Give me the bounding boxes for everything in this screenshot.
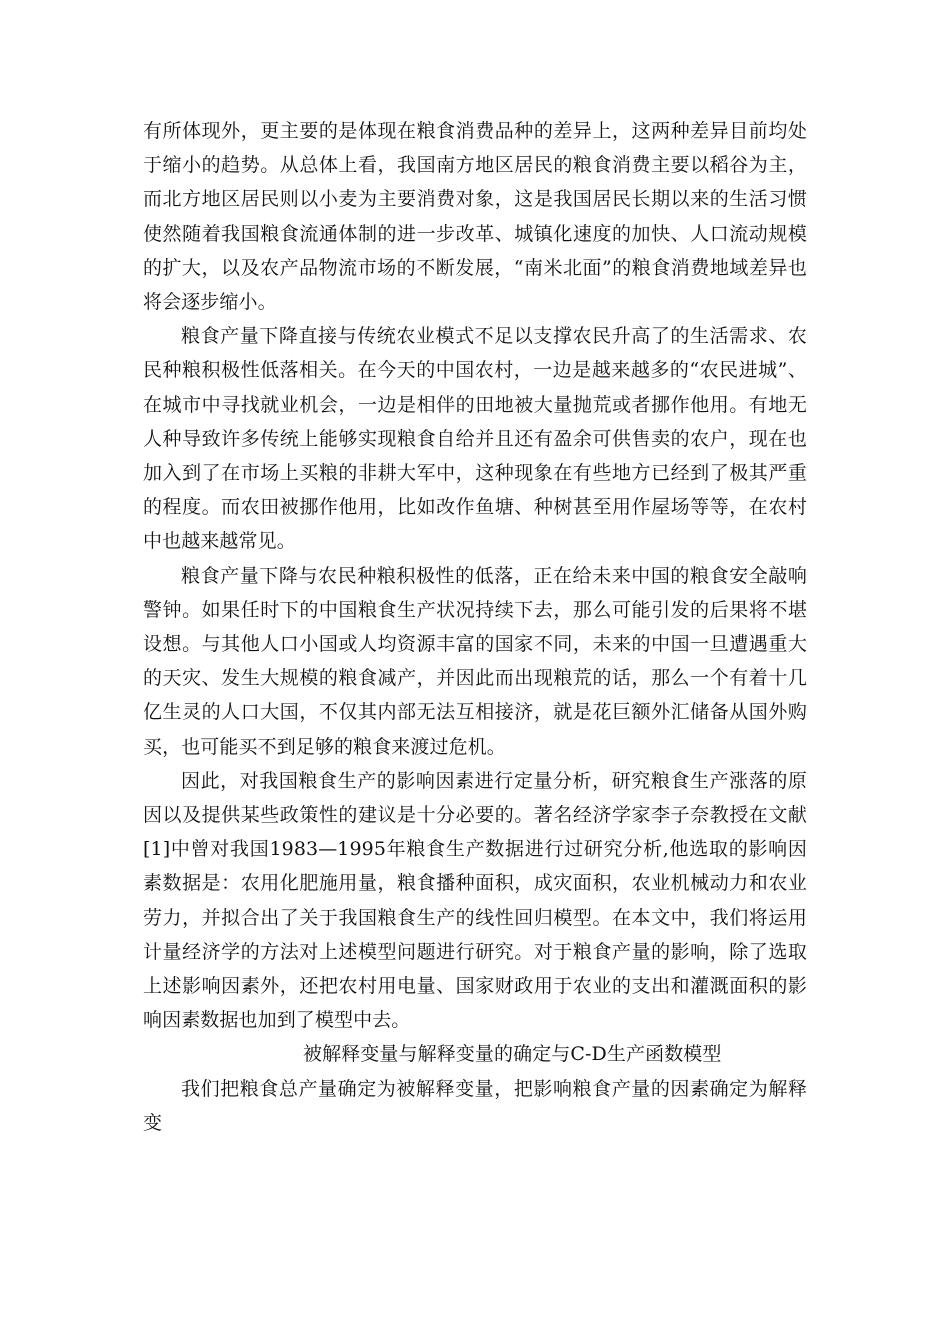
- paragraph-grain-security-warning: 粮食产量下降与农民种粮积极性的低落，正在给未来中国的粮食安全敲响警钟。如果任时下的中国粮食生产状况持续下去，那么可能引发的后果将不堪设想。与其他人口小国或人均资源丰富的国家不同，未来的中国一旦遭遇重大的天灾、发生大规模的粮食减产，并因此而出现粮荒的话，那么一个有着十几亿生灵的人口大国，不仅其内部无法互相接济，就是花巨额外汇储备从国外购买，也可能买不到足够的粮食来渡过危机。: [143, 564, 807, 758]
- paragraph-continued: 有所体现外，更主要的是体现在粮食消费品种的差异上，这两种差异目前均处于缩小的趋势。从总体上看，我国南方地区居民的粮食消费主要以稻谷为主，而北方地区居民则以小麦为主要消费对象，这是我国居民长期以来的生活习惯使然随着我国粮食流通体制的进一步改革、城镇化速度的加快、人口流动规模的扩大，以及农产品物流市场的不断发展，“南米北面”的粮食消费地域差异也将会逐步缩小。: [143, 120, 807, 314]
- document-body: [143, 114, 807, 1140]
- section-heading: 被解释变量与解释变量的确定与C-D生产函数模型: [303, 1043, 722, 1066]
- paragraph-grain-decline-causes: 粮食产量下降直接与传统农业模式不足以支撑农民升高了的生活需求、农民种粮积极性低落相关。在今天的中国农村，一边是越来越多的“农民进城”、在城市中寻找就业机会，一边是相伴的田地被大量抛荒或者挪作他用。有地无人种导致许多传统上能够实现粮食自给并且还有盈余可供售卖的农户，现在也加入到了在市场上买粮的非耕大军中，这种现象在有些地方已经到了极其严重的程度。而农田被挪作他用，比如改作鱼塘、种树甚至用作屋场等等，在农村中也越来越常见。: [143, 325, 807, 553]
- paragraph-research-motivation: 因此，对我国粮食生产的影响因素进行定量分析，研究粮食生产涨落的原因以及提供某些政策性的建议是十分必要的。著名经济学家李子奈教授在文献[1]中曾对我国1983—1995年粮食生产数据进行过研究分析,他选取的影响因素数据是：农用化肥施用量，粮食播种面积，成灾面积，农业机械动力和农业劳力，并拟合出了关于我国粮食生产的线性回归模型。在本文中，我们将运用计量经济学的方法对上述模型问题进行研究。对于粮食产量的影响，除了选取上述影响因素外，还把农村用电量、国家财政用于农业的支出和灌溉面积的影响因素数据也加到了模型中去。: [143, 769, 807, 1032]
- paragraph-variable-definition: 我们把粮食总产量确定为被解释变量，把影响粮食产量的因素确定为解释变: [143, 1077, 807, 1134]
